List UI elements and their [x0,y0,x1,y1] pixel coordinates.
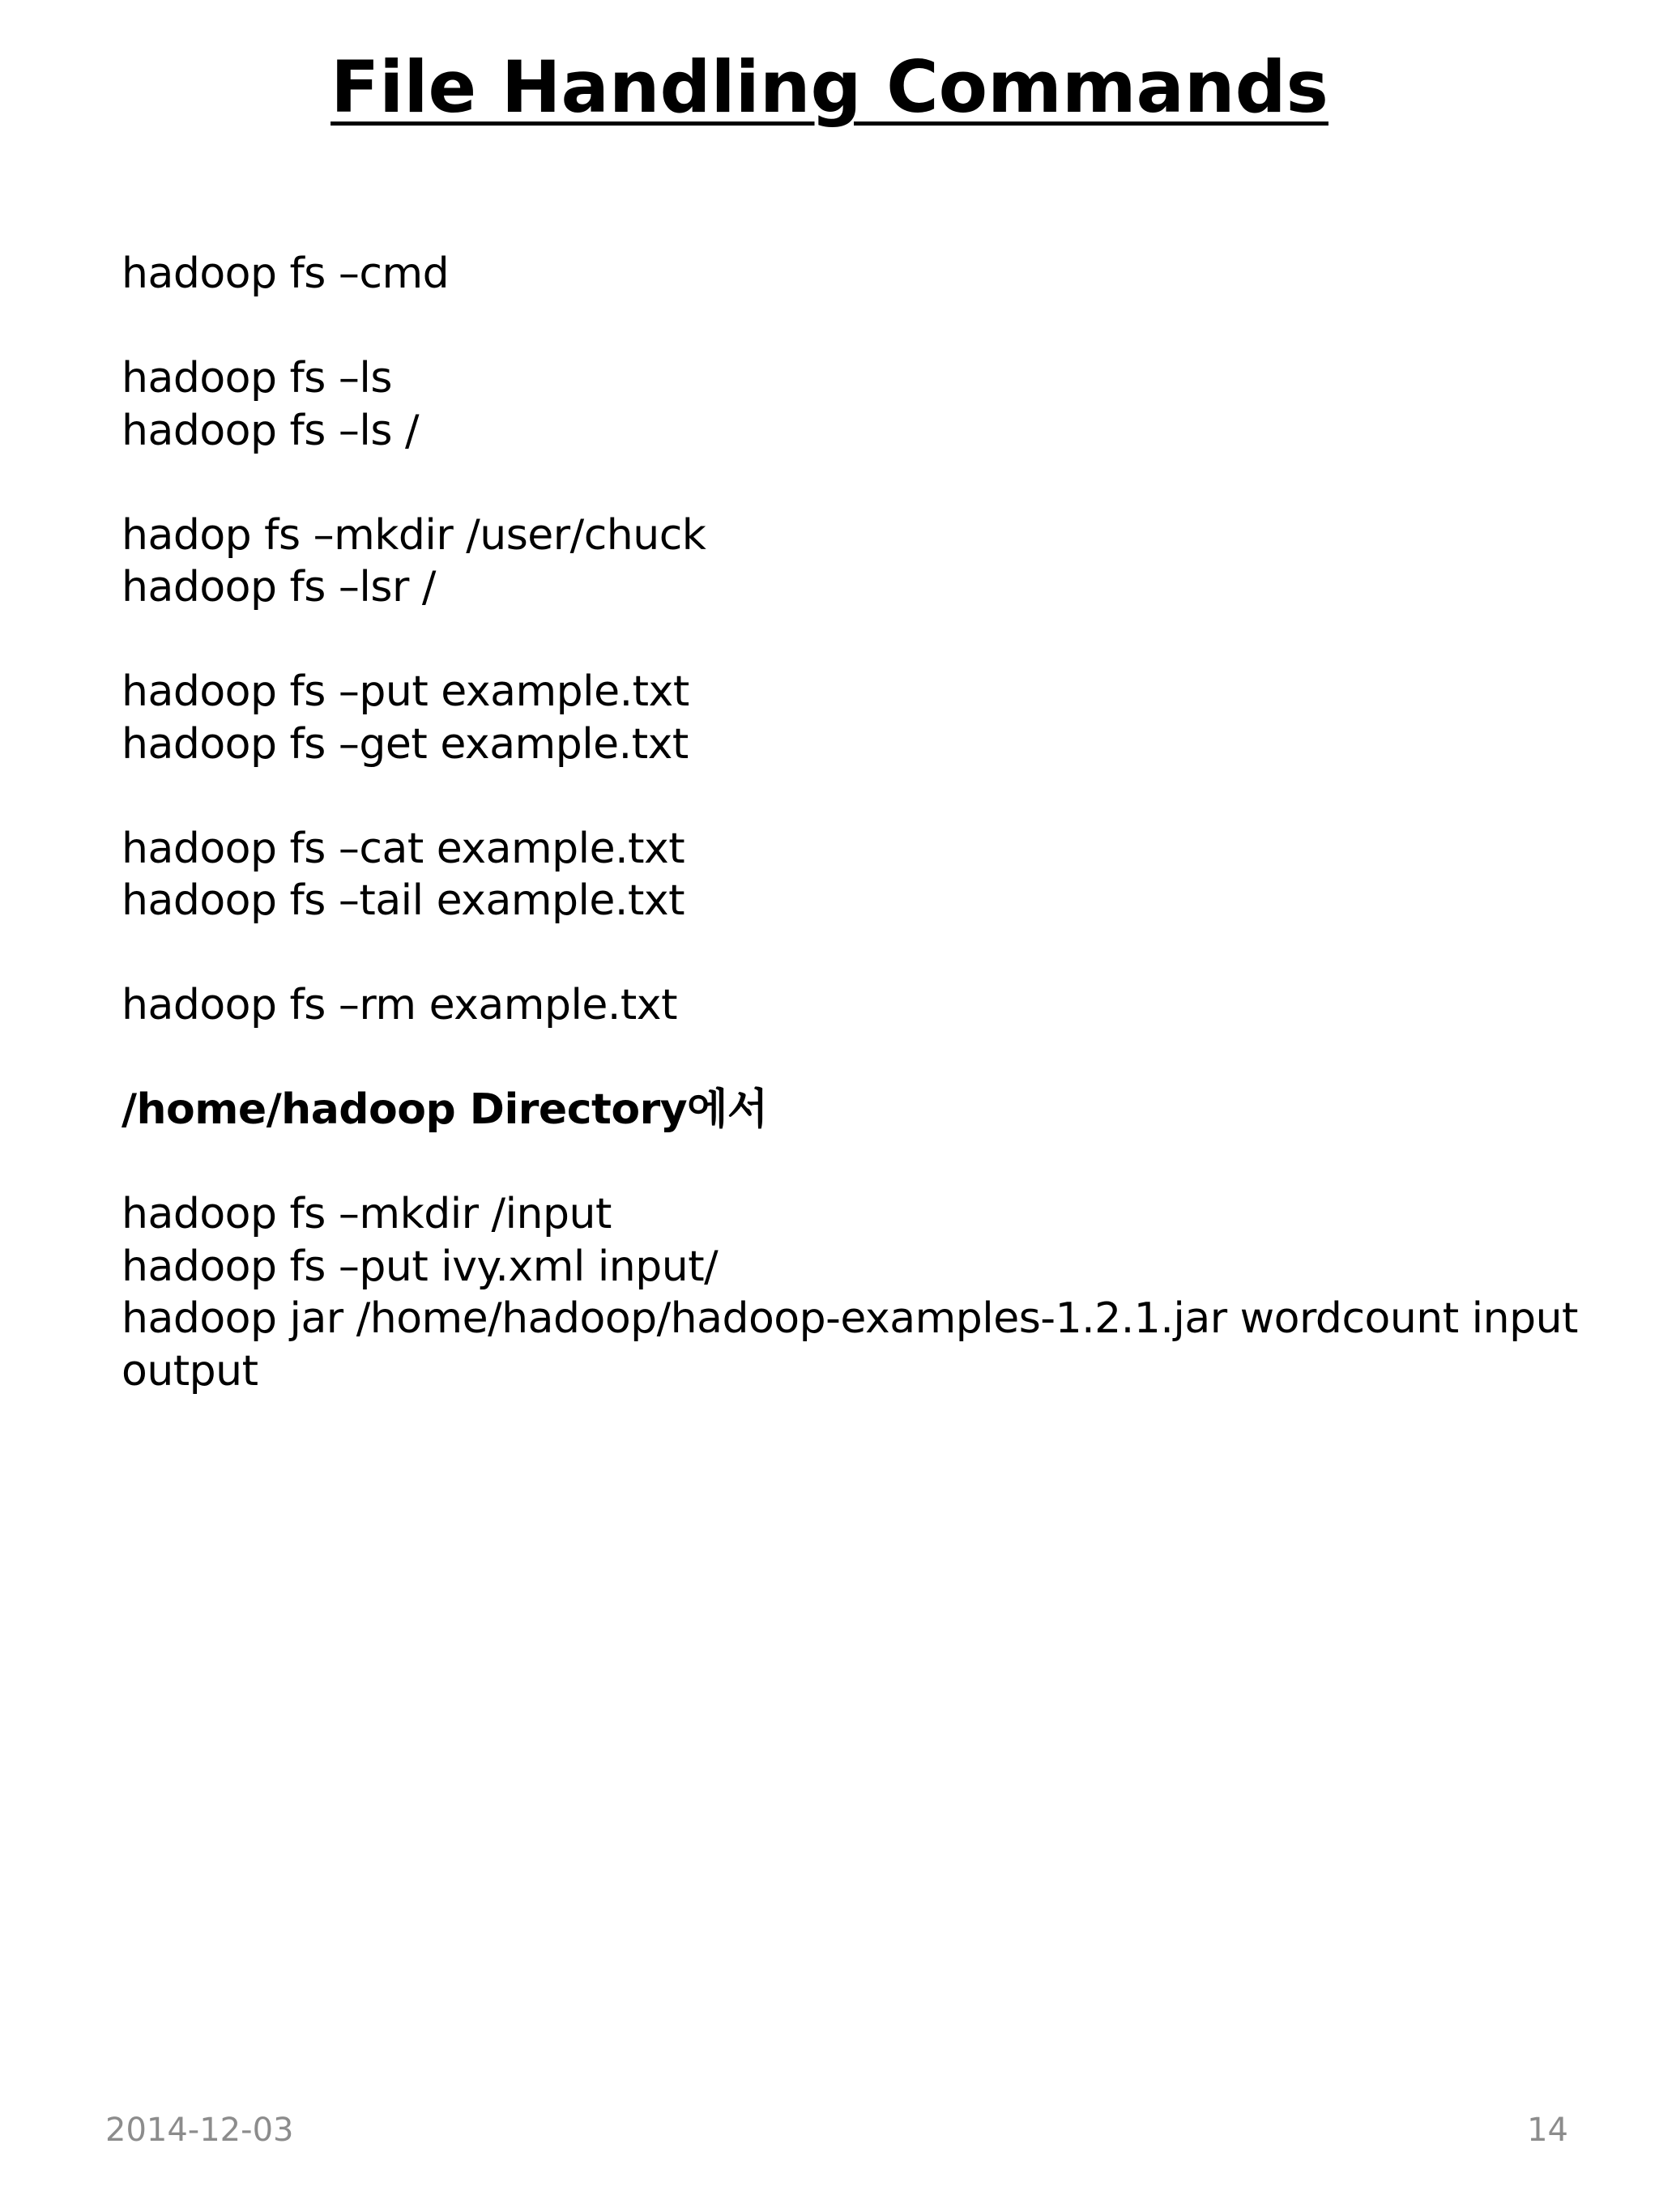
section-heading: /home/hadoop Directory에서 [122,1085,768,1134]
spacer [122,770,1580,823]
footer-date: 2014-12-03 [105,2112,294,2149]
command-line: hadoop fs –lsr / [122,563,436,612]
slide-title: File Handling Commands [331,45,1328,129]
command-line: hadop fs –mkdir /user/chuck [122,510,706,560]
spacer [122,457,1580,509]
spacer [122,927,1580,980]
command-line: hadoop jar /home/hadoop/hadoop-examples-1.2.1.jar wordcount input [122,1294,1578,1343]
command-line: hadoop fs –ls / [122,406,420,455]
spacer [122,300,1580,353]
command-line: hadoop fs –mkdir /input [122,1190,612,1238]
command-line: hadoop fs –rm example.txt [122,981,677,1029]
command-line: hadoop fs –tail example.txt [122,876,684,925]
command-list [122,248,1580,1397]
command-line: hadoop fs –put example.txt [122,667,689,716]
page-number: 14 [1527,2112,1568,2149]
spacer [122,614,1580,667]
command-line: hadoop fs –ls [122,354,392,403]
command-line: hadoop fs –cat example.txt [122,824,685,873]
spacer [122,1032,1580,1085]
command-line: hadoop fs –get example.txt [122,719,689,769]
command-line: hadoop fs –cmd [122,249,450,298]
spacer [122,1136,1580,1189]
command-line-continuation: output [122,1346,258,1396]
command-line: hadoop fs –put ivy.xml input/ [122,1242,719,1291]
